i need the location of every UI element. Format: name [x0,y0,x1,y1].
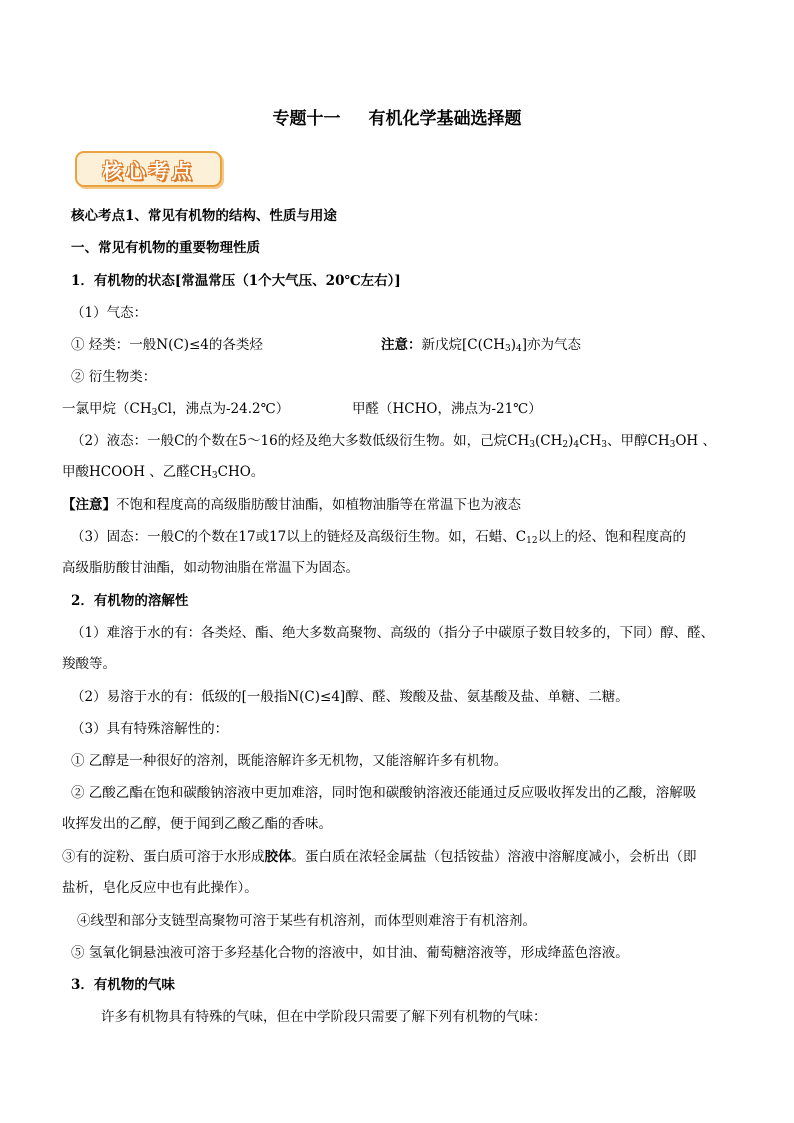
paragraph [62,463,264,481]
paragraph: ① 乙醇是一种很好的溶剂，既能溶解许多无机物，又能溶解许多有机物。 [71,753,508,769]
text: 、甲醇CH [607,433,670,449]
title-part1: 专题十一 [272,109,341,129]
text: 不饱和程度高的高级脂肪酸甘油酯，如植物油脂等在常温下也为液态 [116,497,521,513]
text: （3）固态：一般C的个数在17或17以上的链烃及高级衍生物。如，石蜡、C [71,529,527,545]
text: CHO。 [217,464,265,480]
text: 新戊烷[C(CH [421,337,505,353]
text: 一氯甲烷（CH [62,401,152,417]
paragraph: 盐析，皂化反应中也有此操作）。 [62,880,258,896]
note-label: 注意： [381,337,422,353]
page-title [0,104,794,129]
text: ① 烃类：一般N(C)≤4的各类烃 [71,337,263,353]
subscript: 3 [669,440,676,450]
item-heading-odor: 3．有机物的气味 [71,977,175,993]
subscript: 3 [211,471,218,481]
note-block [381,336,581,354]
text: 以上的烃、饱和程度高的 [537,529,687,545]
subsection-heading: 一、常见有机物的重要物理性质 [71,240,260,256]
paragraph: ② 乙酸乙酯在饱和碳酸钠溶液中更加难溶，同时饱和碳酸钠溶液还能通过反应吸收挥发出的乙酸，溶解吸 [71,785,697,801]
paragraph: ② 衍生物类： [71,369,157,385]
text: ]亦为气态 [521,337,581,353]
text: （2）液态：一般C的个数在5～16的烃及绝大多数低级衍生物。如，己烷CH [71,433,530,449]
paragraph: （1）气态： [71,305,148,321]
subscript: 4 [515,344,522,354]
subscript: 3 [151,408,158,418]
paragraph: 高级脂肪酸甘油酯，如动物油脂在常温下为固态。 [62,560,359,576]
text: Cl，沸点为-24.2℃） [157,401,290,417]
subscript: 2 [562,440,569,450]
section-heading: 核心考点1、常见有机物的结构、性质与用途 [71,208,337,224]
paragraph [71,432,716,450]
text: 甲醛（HCHO，沸点为-21℃） [352,401,542,417]
paragraph [62,400,542,418]
paragraph: （3）具有特殊溶解性的： [71,721,229,737]
item-heading-solubility: 2．有机物的溶解性 [71,593,189,609]
core-topic-badge: 核心考点 [75,151,222,187]
text: CH [579,433,602,449]
paragraph: ④线型和部分支链型高聚物可溶于某些有机溶剂，而体型则难溶于有机溶剂。 [77,913,536,929]
paragraph [71,336,581,354]
title-part2: 有机化学基础选择题 [368,109,522,129]
paragraph [62,848,697,866]
paragraph: （2）易溶于水的有：低级的[一般指N(C)≤4]醇、醛、羧酸及盐、氨基酸及盐、单糖、二糖。 [71,689,629,705]
text: 。蛋白质在浓轻金属盐（包括铵盐）溶液中溶解度减小，会析出（即 [291,849,697,865]
note-tag: 【注意】 [62,497,116,513]
item-heading-state: 1．有机物的状态[常温常压（1个大气压、20℃左右）] [71,273,401,289]
subscript: 4 [573,440,580,450]
paragraph [71,528,686,546]
text: (CH [535,433,563,449]
paragraph: 收挥发出的乙醇，便于闻到乙酸乙酯的香味。 [62,816,332,832]
subscript: 3 [601,440,607,450]
paragraph: （1）难溶于水的有：各类烃、酯、绝大多数高聚物、高级的（指分子中碳原子数目较多的，下同）醇、醛、 [71,625,715,641]
bold-term: 胶体 [264,849,292,865]
subscript: 3 [504,344,511,354]
paragraph: 羧酸等。 [62,656,116,672]
text: 甲酸HCOOH 、乙醛CH [62,464,212,480]
text: OH 、 [675,433,716,449]
text: ) [568,433,574,449]
subscript: 3 [529,440,536,450]
note-paragraph [62,496,521,514]
text: ③有的淀粉、蛋白质可溶于水形成 [62,849,265,865]
paragraph: ⑤ 氢氧化铜悬浊液可溶于多羟基化合物的溶液中，如甘油、葡萄糖溶液等，形成绛蓝色溶液。 [71,945,629,961]
subscript: 12 [526,536,538,546]
text: ) [510,337,516,353]
paragraph: 许多有机物具有特殊的气味，但在中学阶段只需要了解下列有机物的气味： [101,1009,547,1025]
